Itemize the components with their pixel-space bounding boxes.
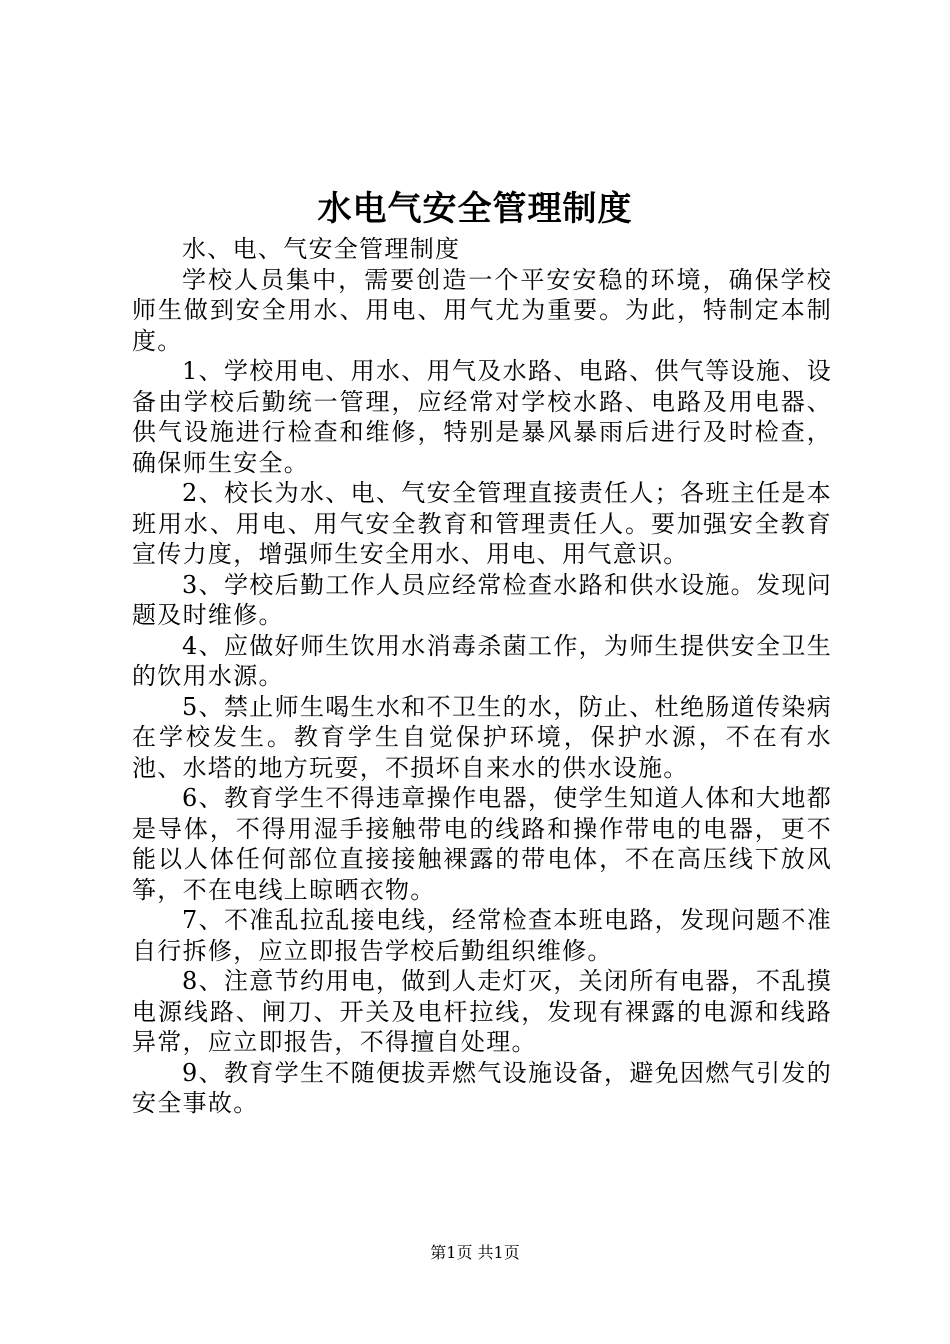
- paragraph-rule-4: 4、应做好师生饮用水消毒杀菌工作，为师生提供安全卫生的饮用水源。: [132, 631, 832, 690]
- paragraph-rule-1: 1、学校用电、用水、用气及水路、电路、供气等设施、设备由学校后勤统一管理，应经常对学校水路、电路及用电器、供气设施进行检查和维修，特别是暴风暴雨后进行及时检查，确保师生安全。: [132, 357, 832, 477]
- paragraph-rule-6: 6、教育学生不得违章操作电器，使学生知道人体和大地都是导体，不得用湿手接触带电的线路和操作带电的电器，更不能以人体任何部位直接接触裸露的带电体，不在高压线下放风筝，不在电线上晾晒衣物。: [132, 784, 832, 904]
- paragraph-rule-2: 2、校长为水、电、气安全管理直接责任人；各班主任是本班用水、用电、用气安全教育和管理责任人。要加强安全教育宣传力度，增强师生安全用水、用电、用气意识。: [132, 479, 832, 568]
- paragraph-rule-5: 5、禁止师生喝生水和不卫生的水，防止、杜绝肠道传染病在学校发生。教育学生自觉保护环境，保护水源，不在有水池、水塔的地方玩耍，不损坏自来水的供水设施。: [132, 692, 832, 782]
- document-body: [132, 234, 832, 1119]
- paragraph-intro: 学校人员集中，需要创造一个平安安稳的环境，确保学校师生做到安全用水、用电、用气尤为重要。为此，特制定本制度。: [132, 265, 832, 355]
- document-title: 水电气安全管理制度: [317, 189, 633, 229]
- paragraph-rule-3: 3、学校后勤工作人员应经常检查水路和供水设施。发现问题及时维修。: [132, 570, 832, 629]
- page-footer: 第1页 共1页: [430, 1243, 520, 1262]
- paragraph-subtitle: 水、电、气安全管理制度: [182, 235, 461, 263]
- paragraph-rule-7: 7、不准乱拉乱接电线，经常检查本班电路，发现问题不准自行拆修，应立即报告学校后勤组织维修。: [132, 906, 832, 965]
- paragraph-rule-9: 9、教育学生不随便拔弄燃气设施设备，避免因燃气引发的安全事故。: [132, 1058, 832, 1117]
- paragraph-rule-8: 8、注意节约用电，做到人走灯灭，关闭所有电器，不乱摸电源线路、闸刀、开关及电杆拉线，发现有裸露的电源和线路异常，应立即报告，不得擅自处理。: [132, 967, 832, 1056]
